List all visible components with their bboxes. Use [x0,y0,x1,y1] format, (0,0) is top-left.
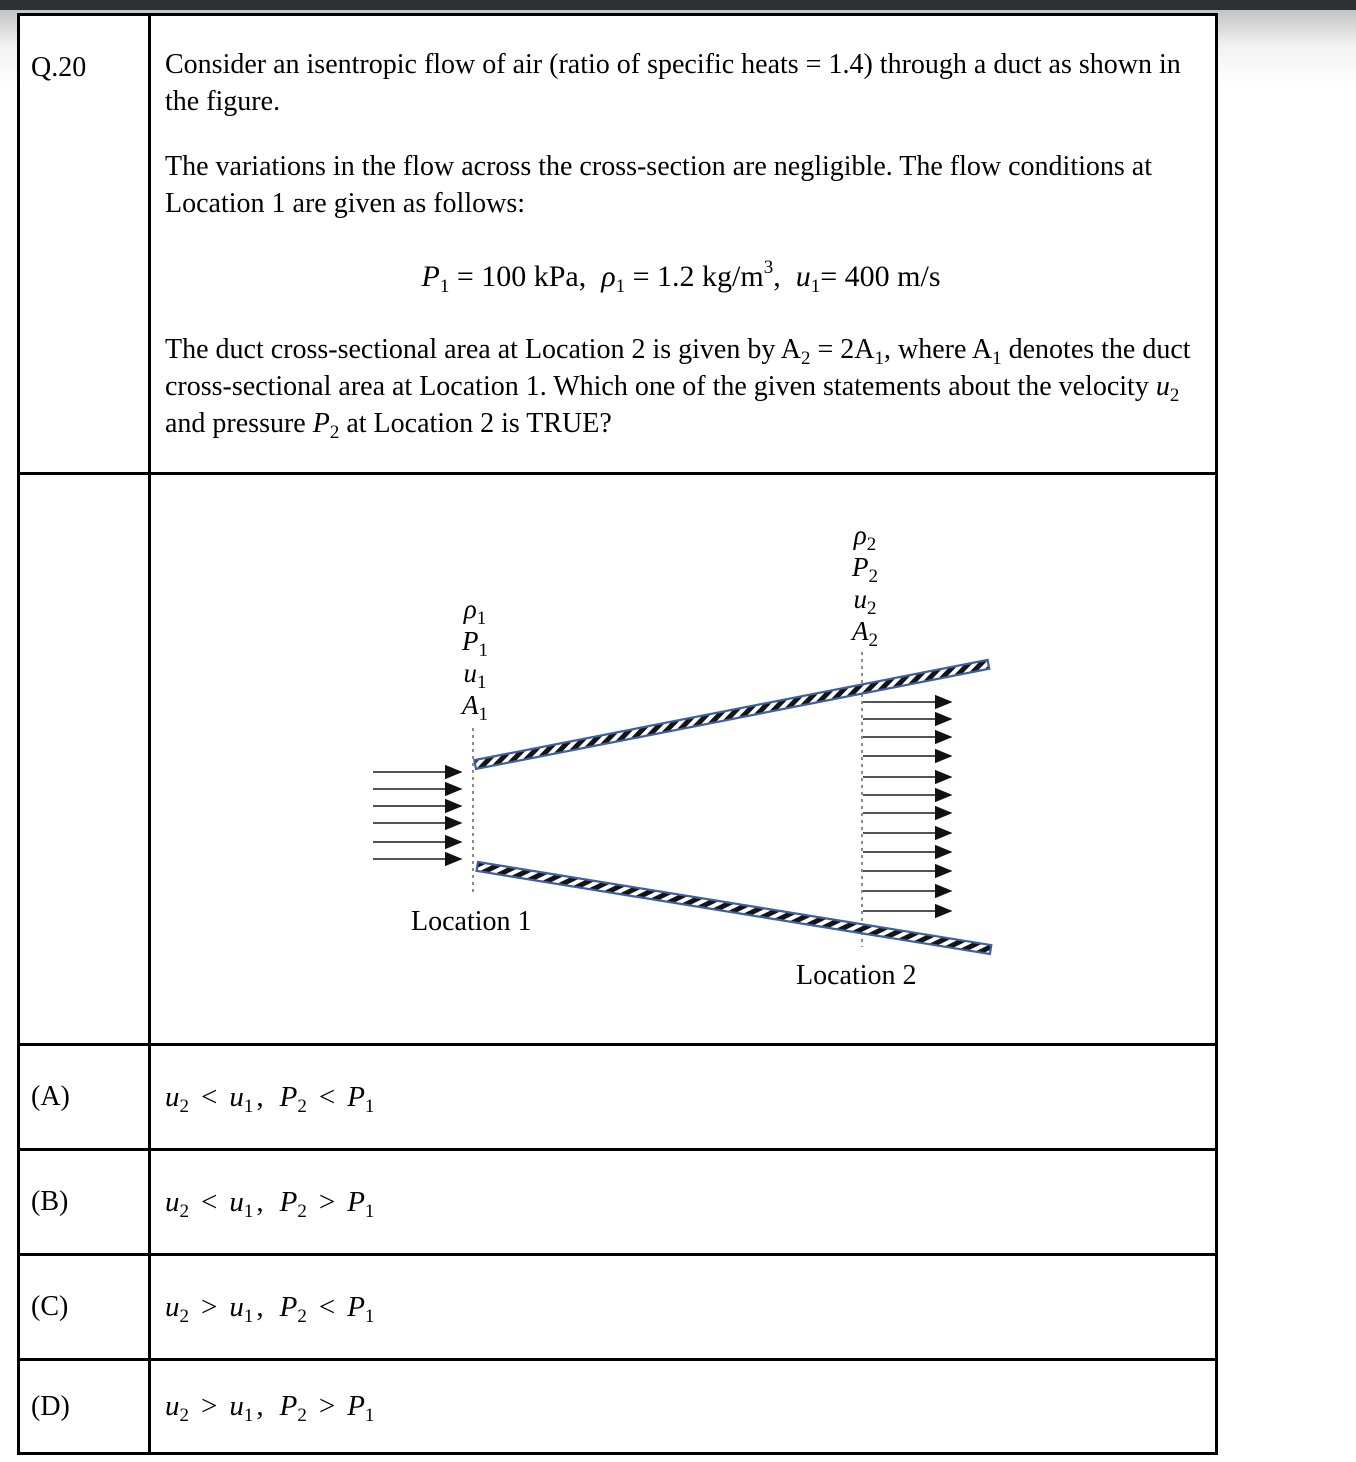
P-relation: < [318,1080,336,1113]
option-c-formula [151,1256,1215,1358]
question-number: Q.20 [20,16,151,472]
u1-term: $u_1$ [229,1390,254,1426]
inlet-flow-arrows [373,772,461,859]
A2-subscript: 2 [868,630,878,651]
p3-u-sub: 2 [1169,385,1180,406]
option-row-a [20,1046,1215,1151]
eq-rho-value: = 1.2 kg/m [625,260,764,293]
u2-term: $u_2$ [165,1290,189,1327]
label-rho2 [830,519,900,555]
P1-symbol: P [462,626,479,656]
u1-term: $u_1$ [229,1290,254,1327]
label-P2 [830,551,900,587]
location1-state-labels [440,593,510,725]
p3-seg1: The duct cross-sectional area at Location 2 is given by A [165,334,802,365]
u-relation: < [201,1185,218,1218]
u2-term: $u_2$ [165,1390,189,1426]
flow-conditions-equation [165,258,1197,295]
p3-seg6: at Location 2 is TRUE? [339,408,612,439]
u-relation: > [201,1290,218,1323]
P1-subscript: 1 [478,640,488,661]
rho1-symbol: ρ [463,594,477,624]
p3-sub2: 1 [874,348,885,369]
P2-term: $P_2$ [279,1290,307,1327]
location1-caption: Location 1 [411,906,532,937]
label-u2 [830,583,900,619]
figure-row-empty-cell [20,475,151,1043]
eq-u-sub: 1 [810,276,821,297]
u-relation: < [201,1080,218,1113]
eq-rho-tail: , [773,260,796,293]
P2-symbol: P [852,552,869,582]
A1-symbol: A [462,690,479,720]
duct-diagram [151,475,1218,1043]
separator-comma: , [256,1080,264,1113]
eq-rho-sup: 3 [763,257,774,278]
separator-comma: , [256,1185,264,1218]
label-u1 [440,657,510,693]
u2-term: $u_2$ [165,1185,189,1222]
A2-symbol: A [852,616,869,646]
location2-state-labels [830,519,900,651]
label-A1 [440,689,510,725]
P-relation: > [318,1390,336,1422]
duct-upper-wall [474,660,989,769]
u1-term: $u_1$ [229,1185,254,1222]
P-relation: > [318,1185,336,1218]
option-a-formula [151,1046,1215,1148]
P2-term: $P_2$ [279,1080,307,1117]
P1-term: $P_1$ [347,1290,375,1327]
p3-u: u [1155,371,1170,402]
eq-P-value: = 100 kPa, [449,260,602,293]
p3-sub1: 2 [801,348,811,369]
A1-subscript: 1 [478,704,488,725]
u-relation: > [201,1390,218,1422]
p3-seg2: = 2A [810,334,875,365]
separator-comma: , [256,1390,264,1422]
u1-subscript: 1 [477,672,487,693]
p3-seg4: denotes the duct cross-sectional area at Location 1. Which one of the given statements about the velocity [165,334,1198,402]
P-relation: < [318,1290,336,1323]
option-row-b [20,1151,1215,1256]
eq-rho-sub: 1 [615,276,626,297]
p3-seg5: and pressure [165,371,1187,439]
u1-symbol: u [463,658,477,688]
u1-term: $u_1$ [229,1080,254,1117]
eq-u: u [795,260,811,293]
question-paragraph-2: The variations in the flow across the cross-section are negligible. The flow conditions at Location 1 are given as follows: [165,151,1152,219]
p3-P: P [312,408,330,439]
outlet-flow-arrows [863,702,951,911]
label-A2 [830,615,900,651]
P2-term: $P_2$ [279,1185,307,1222]
label-P1 [440,625,510,661]
p3-seg3: , where A [884,334,993,365]
u2-subscript: 2 [867,598,877,619]
p3-sub3: 1 [992,348,1002,369]
u2-term: $u_2$ [165,1080,189,1117]
option-b-label: (B) [20,1151,151,1253]
rho1-subscript: 1 [476,608,487,629]
question-paragraph-1: Consider an isentropic flow of air (ratio of specific heats = 1.4) through a duct as shown in the figure. [165,49,1181,117]
label-rho1 [440,593,510,629]
eq-P: P [421,260,440,293]
separator-comma: , [256,1290,264,1323]
option-b-formula [151,1151,1215,1253]
u2-symbol: u [853,584,867,614]
option-row-c [20,1256,1215,1361]
option-d-formula [151,1361,1215,1452]
option-c-label: (C) [20,1256,151,1358]
rho2-subscript: 2 [866,534,877,555]
option-a-label: (A) [20,1046,151,1148]
eq-P-sub: 1 [439,276,450,297]
figure-cell [151,475,1215,1043]
p3-P-sub: 2 [329,422,340,443]
question-text-cell [151,16,1215,472]
duct-lower-wall [477,862,992,954]
question-row [20,16,1215,475]
duct-diagram-svg [151,475,1218,1043]
P2-term: $P_2$ [279,1390,307,1426]
P2-subscript: 2 [868,566,878,587]
rho2-symbol: ρ [853,520,867,550]
figure-row [20,475,1215,1046]
question-table [17,13,1218,1455]
P1-term: $P_1$ [347,1185,375,1222]
option-d-label: (D) [20,1361,151,1452]
P1-term: $P_1$ [347,1390,375,1426]
window-chrome-bar [0,0,1356,10]
location2-caption: Location 2 [796,960,917,991]
option-row-d [20,1361,1215,1452]
eq-u-value: = 400 m/s [820,260,941,293]
question-paragraph-3 [165,331,1197,442]
P1-term: $P_1$ [347,1080,375,1117]
eq-rho: ρ [601,260,616,293]
